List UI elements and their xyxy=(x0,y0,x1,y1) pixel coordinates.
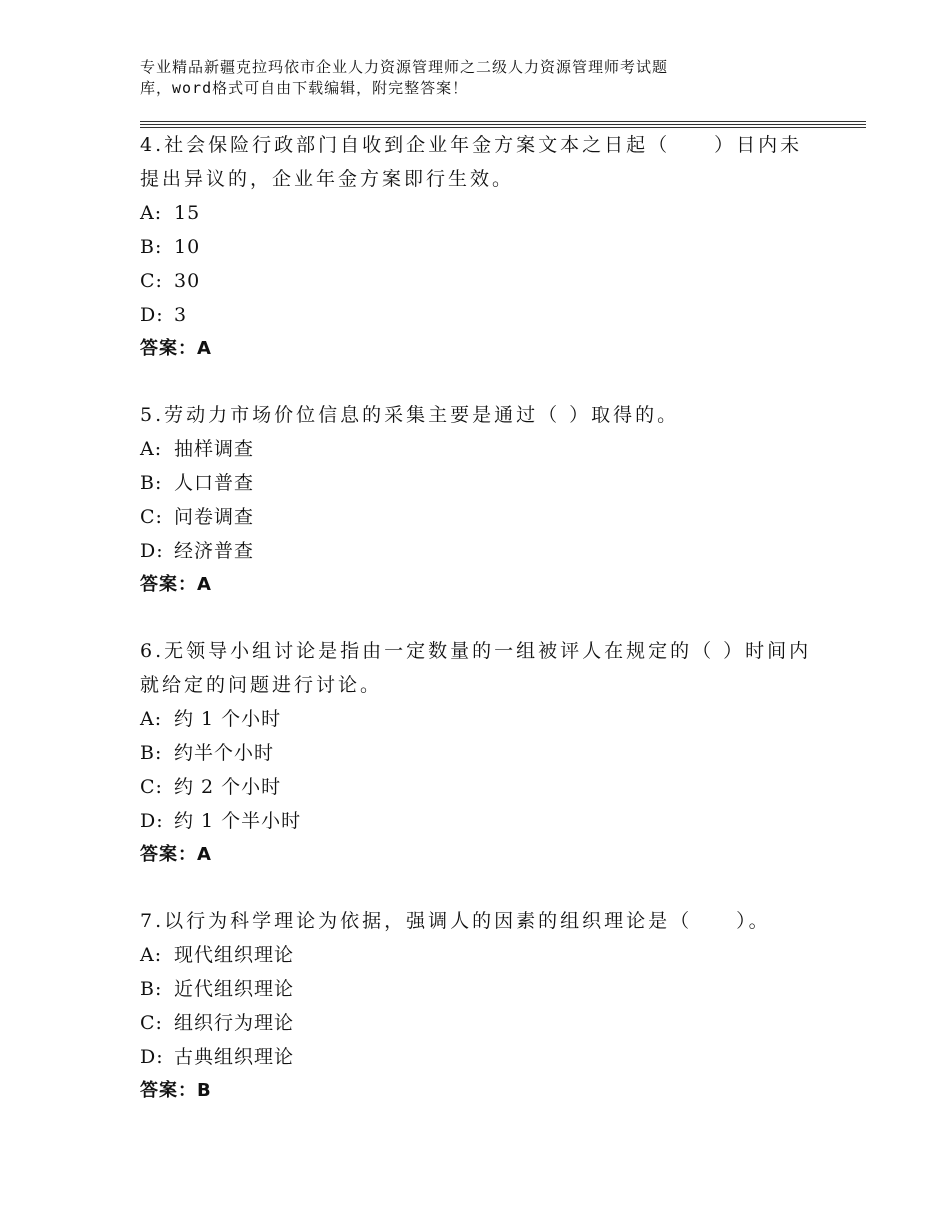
option-key: D: xyxy=(140,1046,164,1068)
option-key: C: xyxy=(140,1012,163,1034)
option-text: 约 1 个半小时 xyxy=(174,810,302,832)
option-c xyxy=(140,1006,820,1040)
option-key: A: xyxy=(140,202,163,224)
header-rule xyxy=(140,124,866,125)
option-text: 15 xyxy=(174,202,201,224)
option-key: B: xyxy=(140,742,163,764)
option-text: 近代组织理论 xyxy=(174,978,295,1000)
option-text: 现代组织理论 xyxy=(174,944,295,966)
option-text: 问卷调查 xyxy=(174,506,255,528)
header-rule xyxy=(140,121,866,122)
option-d xyxy=(140,298,820,332)
option-c xyxy=(140,770,820,804)
document-header xyxy=(140,57,780,99)
question-text-continued: 就给定的问题进行讨论。 xyxy=(140,674,383,696)
option-key: A: xyxy=(140,438,163,460)
option-b xyxy=(140,466,820,500)
option-key: D: xyxy=(140,304,164,326)
option-key: C: xyxy=(140,776,163,798)
question-6 xyxy=(140,634,820,872)
option-key: B: xyxy=(140,472,163,494)
option-text: 人口普查 xyxy=(174,472,255,494)
option-text: 约 2 个小时 xyxy=(174,776,282,798)
answer-label: 答案：A xyxy=(140,574,212,595)
question-5 xyxy=(140,398,820,602)
question-text-continued: 提出异议的，企业年金方案即行生效。 xyxy=(140,168,515,190)
option-key: B: xyxy=(140,236,163,258)
option-text: 30 xyxy=(174,270,201,292)
option-b xyxy=(140,972,820,1006)
option-text: 古典组织理论 xyxy=(174,1046,295,1068)
question-text: 7.以行为科学理论为依据，强调人的因素的组织理论是（ ）。 xyxy=(140,910,771,932)
option-d xyxy=(140,534,820,568)
header-line-2: 库，word格式可自由下载编辑，附完整答案！ xyxy=(140,79,469,97)
option-a xyxy=(140,196,820,230)
option-key: A: xyxy=(140,944,163,966)
option-a xyxy=(140,432,820,466)
option-text: 约半个小时 xyxy=(174,742,275,764)
option-key: B: xyxy=(140,978,163,1000)
answer-label: 答案：B xyxy=(140,1080,212,1101)
option-b xyxy=(140,736,820,770)
option-key: D: xyxy=(140,810,164,832)
option-b xyxy=(140,230,820,264)
option-d xyxy=(140,1040,820,1074)
option-text: 约 1 个小时 xyxy=(174,708,282,730)
option-a xyxy=(140,702,820,736)
option-text: 组织行为理论 xyxy=(174,1012,295,1034)
option-key: C: xyxy=(140,270,163,292)
question-4 xyxy=(140,128,820,366)
option-key: C: xyxy=(140,506,163,528)
question-text: 4.社会保险行政部门自收到企业年金方案文本之日起（ ）日内未 xyxy=(140,134,803,156)
option-c xyxy=(140,500,820,534)
answer-label: 答案：A xyxy=(140,338,212,359)
option-text: 3 xyxy=(174,304,188,326)
question-text: 6.无领导小组讨论是指由一定数量的一组被评人在规定的（ ）时间内 xyxy=(140,640,812,662)
answer-label: 答案：A xyxy=(140,844,212,865)
question-text: 5.劳动力市场价位信息的采集主要是通过（ ）取得的。 xyxy=(140,404,680,426)
option-text: 经济普查 xyxy=(174,540,255,562)
option-d xyxy=(140,804,820,838)
option-c xyxy=(140,264,820,298)
option-key: A: xyxy=(140,708,163,730)
option-text: 抽样调查 xyxy=(174,438,255,460)
question-list xyxy=(140,128,820,1140)
header-line-1: 专业精品新疆克拉玛依市企业人力资源管理师之二级人力资源管理师考试题 xyxy=(140,58,669,76)
option-key: D: xyxy=(140,540,164,562)
option-text: 10 xyxy=(174,236,201,258)
option-a xyxy=(140,938,820,972)
question-7 xyxy=(140,904,820,1108)
